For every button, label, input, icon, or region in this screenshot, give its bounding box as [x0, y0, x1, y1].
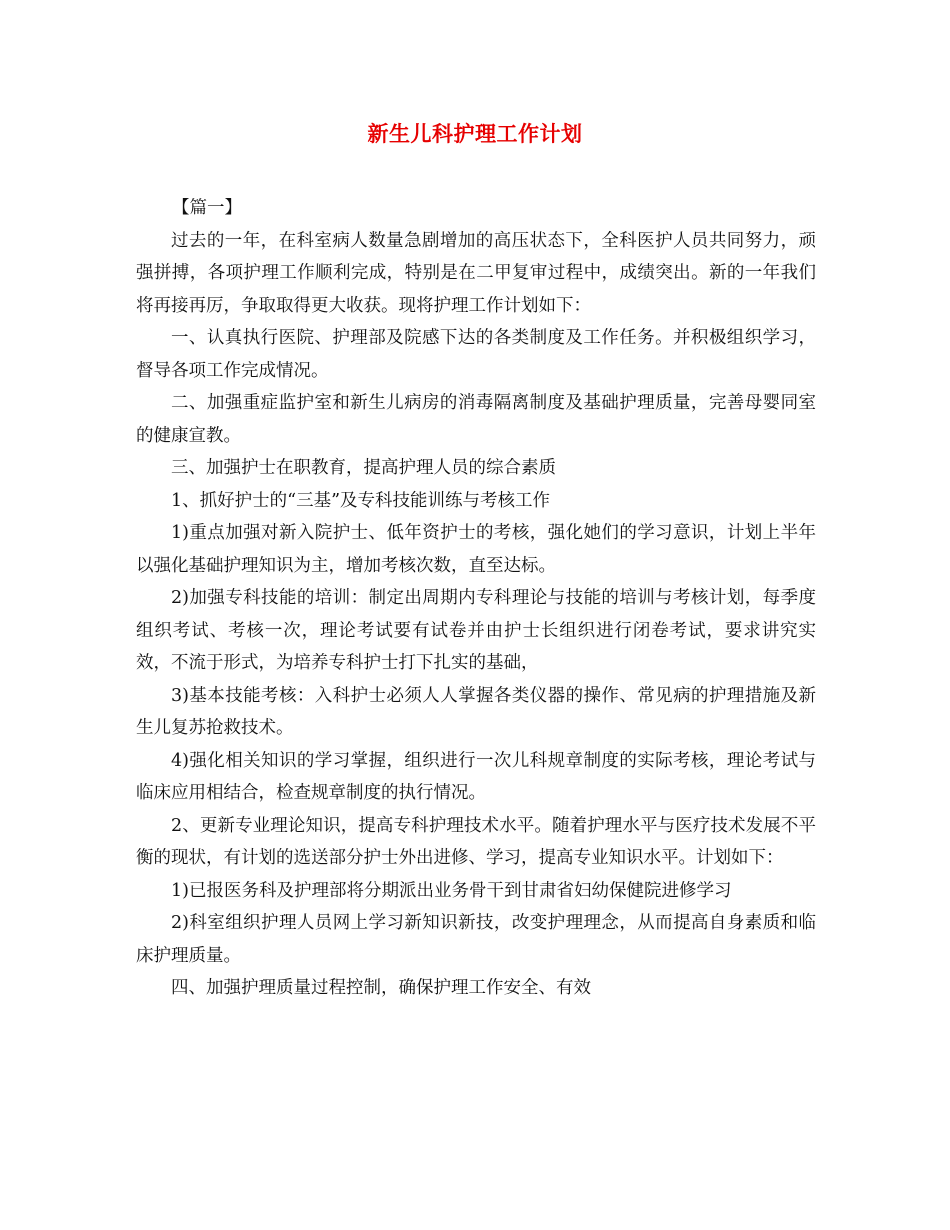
- paragraph-item-3-1-1: 1)重点加强对新入院护士、低年资护士的考核，强化她们的学习意识，计划上半年以强化基础护理知识为主，增加考核次数，直至达标。: [136, 523, 816, 576]
- paragraph-intro: 过去的一年，在科室病人数量急剧增加的高压状态下，全科医护人员共同努力，顽强拼搏，各项护理工作顺利完成，特别是在二甲复审过程中，成绩突出。新的一年我们将再接再厉，争取取得更大收获。现将护理工作计划如下：: [136, 230, 816, 316]
- paragraph-item-3-1-2: 2)加强专科技能的培训：制定出周期内专科理论与技能的培训与考核计划，每季度组织考试、考核一次，理论考试要有试卷并由护士长组织进行闭卷考试，要求讲究实效，不流于形式，为培养专科护士打下扎实的基础，: [136, 588, 816, 673]
- paragraph-item-3-1-4: 4)强化相关知识的学习掌握，组织进行一次儿科规章制度的实际考核，理论考试与临床应用相结合，检查规章制度的执行情况。: [136, 750, 816, 803]
- paragraph-item-3-1: 1、抓好护士的“三基”及专科技能训练与考核工作: [171, 490, 551, 511]
- paragraph-item-3-2-2: 2)科室组织护理人员网上学习新知识新技，改变护理理念，从而提高自身素质和临床护理质量。: [136, 913, 816, 966]
- paragraph-item-2: 二、加强重症监护室和新生儿病房的消毒隔离制度及基础护理质量，完善母婴同室的健康宣教。: [136, 393, 816, 446]
- paragraph-item-3: 三、加强护士在职教育，提高护理人员的综合素质: [171, 458, 556, 478]
- paragraph-item-1: 一、认真执行医院、护理部及院感下达的各类制度及工作任务。并积极组织学习，督导各项工作完成情况。: [136, 328, 816, 381]
- section-tag: 【篇一】: [172, 198, 242, 218]
- paragraph-item-3-2: 2、更新专业理论知识，提高专科护理技术水平。随着护理水平与医疗技术发展不平衡的现状，有计划的选送部分护士外出进修、学习，提高专业知识水平。计划如下：: [136, 815, 816, 868]
- paragraph-item-4: 四、加强护理质量过程控制，确保护理工作安全、有效: [171, 978, 591, 998]
- paragraph-item-3-2-1: 1)已报医务科及护理部将分期派出业务骨干到甘肃省妇幼保健院进修学习: [171, 880, 732, 901]
- document-body: [136, 192, 816, 1005]
- paragraph-item-3-1-3: 3)基本技能考核：入科护士必须人人掌握各类仪器的操作、常见病的护理措施及新生儿复苏抢救技术。: [136, 685, 816, 738]
- document-title: 新生儿科护理工作计划: [367, 121, 583, 146]
